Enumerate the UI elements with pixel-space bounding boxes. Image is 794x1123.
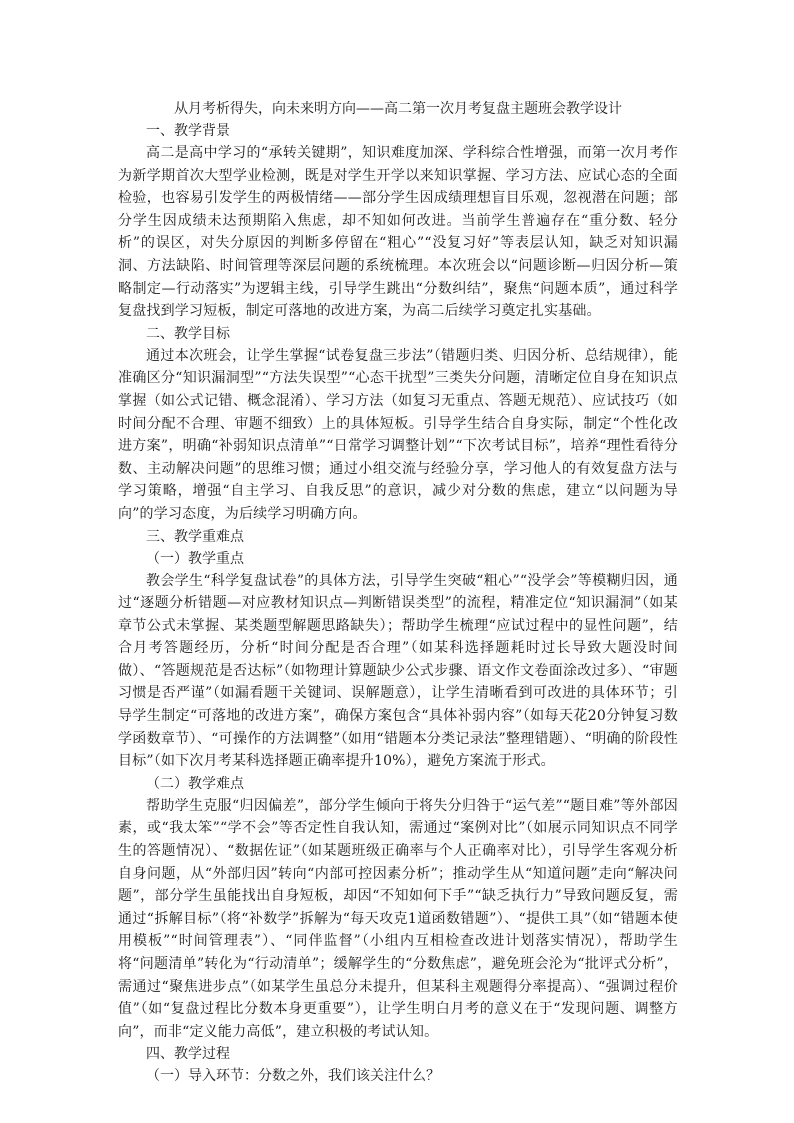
paragraph-difficulty: 帮助学生克服“归因偏差”，部分学生倾向于将失分归咎于“运气差”“题目难”等外部因素，或“我太笨”“学不会”等否定性自我认知，需通过“案例对比”（如展示同知识点不同学生的答题情况）、“数据佐证”（如某题班级正确率与个人正确率对比），引导学生客观分析自身问题，从“外部归因”转向“内部可控因素分析”；推动学生从“知道问题”走向“解决问题”，部分学生虽能找出自身短板，却因“不知如何下手”“缺乏执行力”导致问题反复，需通过“拆解目标”（将“补数学”拆解为“每天攻克1道函数错题”）、“提供工具”（如“错题本使用模板”“时间管理表”）、“同伴监督”（小组内互相检查改进计划落实情况），帮助学生将“问题清单”转化为“行动清单”；缓解学生的“分数焦虑”，避免班会沦为“批评式分析”，需通过“聚焦进步点”（如某学生虽总分未提升，但某科主观题得分率提高）、“强调过程价值”（如“复盘过程比分数本身更重要”），让学生明白月考的意义在于“发现问题、调整方向”，而非“定义能力高低”，建立积极的考试认知。 [118, 797, 678, 1040]
subsection-heading-focus: （一）教学重点 [146, 550, 244, 567]
section-heading-keypoints: 三、教学重难点 [146, 528, 244, 545]
paragraph-background: 高二是高中学习的“承转关键期”，知识难度加深、学科综合性增强，而第一次月考作为新学期首次大型学业检测，既是对学生开学以来知识掌握、学习方法、应试心态的全面检验，也容易引发学生的两极情绪——部分学生因成绩理想盲目乐观，忽视潜在问题；部分学生因成绩未达预期陷入焦虑，却不知如何改进。当前学生普遍存在“重分数、轻分析”的误区，对失分原因的判断多停留在“粗心”“没复习好”等表层认知，缺乏对知识漏洞、方法缺陷、时间管理等深层问题的系统梳理。本次班会以“问题诊断—归因分析—策略制定—行动落实”为逻辑主线，引导学生跳出“分数纠结”，聚焦“问题本质”，通过科学复盘找到学习短板，制定可落地的改进方案，为高二后续学习奠定扎实基础。 [118, 145, 678, 320]
document-page [118, 98, 678, 1087]
subsection-heading-intro: （一）导入环节：分数之外，我们该关注什么？ [146, 1068, 440, 1085]
document-title: 从月考析得失，向未来明方向——高二第一次月考复盘主题班会教学设计 [174, 101, 622, 117]
section-heading-process: 四、教学过程 [146, 1046, 230, 1063]
paragraph-goals: 通过本次班会，让学生掌握“试卷复盘三步法”（错题归类、归因分析、总结规律），能准确区分“知识漏洞型”“方法失误型”“心态干扰型”三类失分问题，清晰定位自身在知识点掌握（如公式记错、概念混淆）、学习方法（如复习无重点、答题无规范）、应试技巧（如时间分配不合理、审题不细致）上的具体短板。引导学生结合自身实际，制定“个性化改进方案”，明确“补弱知识点清单”“日常学习调整计划”“下次考试目标”，培养“理性看待分数、主动解决问题”的思维习惯；通过小组交流与经验分享，学习他人的有效复盘方法与学习策略，增强“自主学习、自我反思”的意识，减少对分数的焦虑，建立“以问题为导向”的学习态度，为后续学习明确方向。 [118, 347, 678, 522]
section-heading-background: 一、教学背景 [146, 123, 230, 139]
subsection-heading-difficulty: （二）教学难点 [146, 775, 244, 792]
section-heading-goals: 二、教学目标 [146, 325, 230, 342]
paragraph-focus: 教会学生“科学复盘试卷”的具体方法，引导学生突破“粗心”“没学会”等模糊归因，通过“逐题分析错题—对应教材知识点—判断错误类型”的流程，精准定位“知识漏洞”（如某章节公式未掌握、某类题型解题思路缺失）；帮助学生梳理“应试过程中的显性问题”，结合月考答题经历，分析“时间分配是否合理”（如某科选择题耗时过长导致大题没时间做）、“答题规范是否达标”（如物理计算题缺少公式步骤、语文作文卷面涂改过多）、“审题习惯是否严谨”（如漏看题干关键词、误解题意），让学生清晰看到可改进的具体环节；引导学生制定“可落地的改进方案”，确保方案包含“具体补弱内容”（如每天花20分钟复习数学函数章节）、“可操作的方法调整”（如用“错题本分类记录法”整理错题）、“明确的阶段性目标”（如下次月考某科选择题正确率提升10%），避免方案流于形式。 [118, 572, 678, 770]
